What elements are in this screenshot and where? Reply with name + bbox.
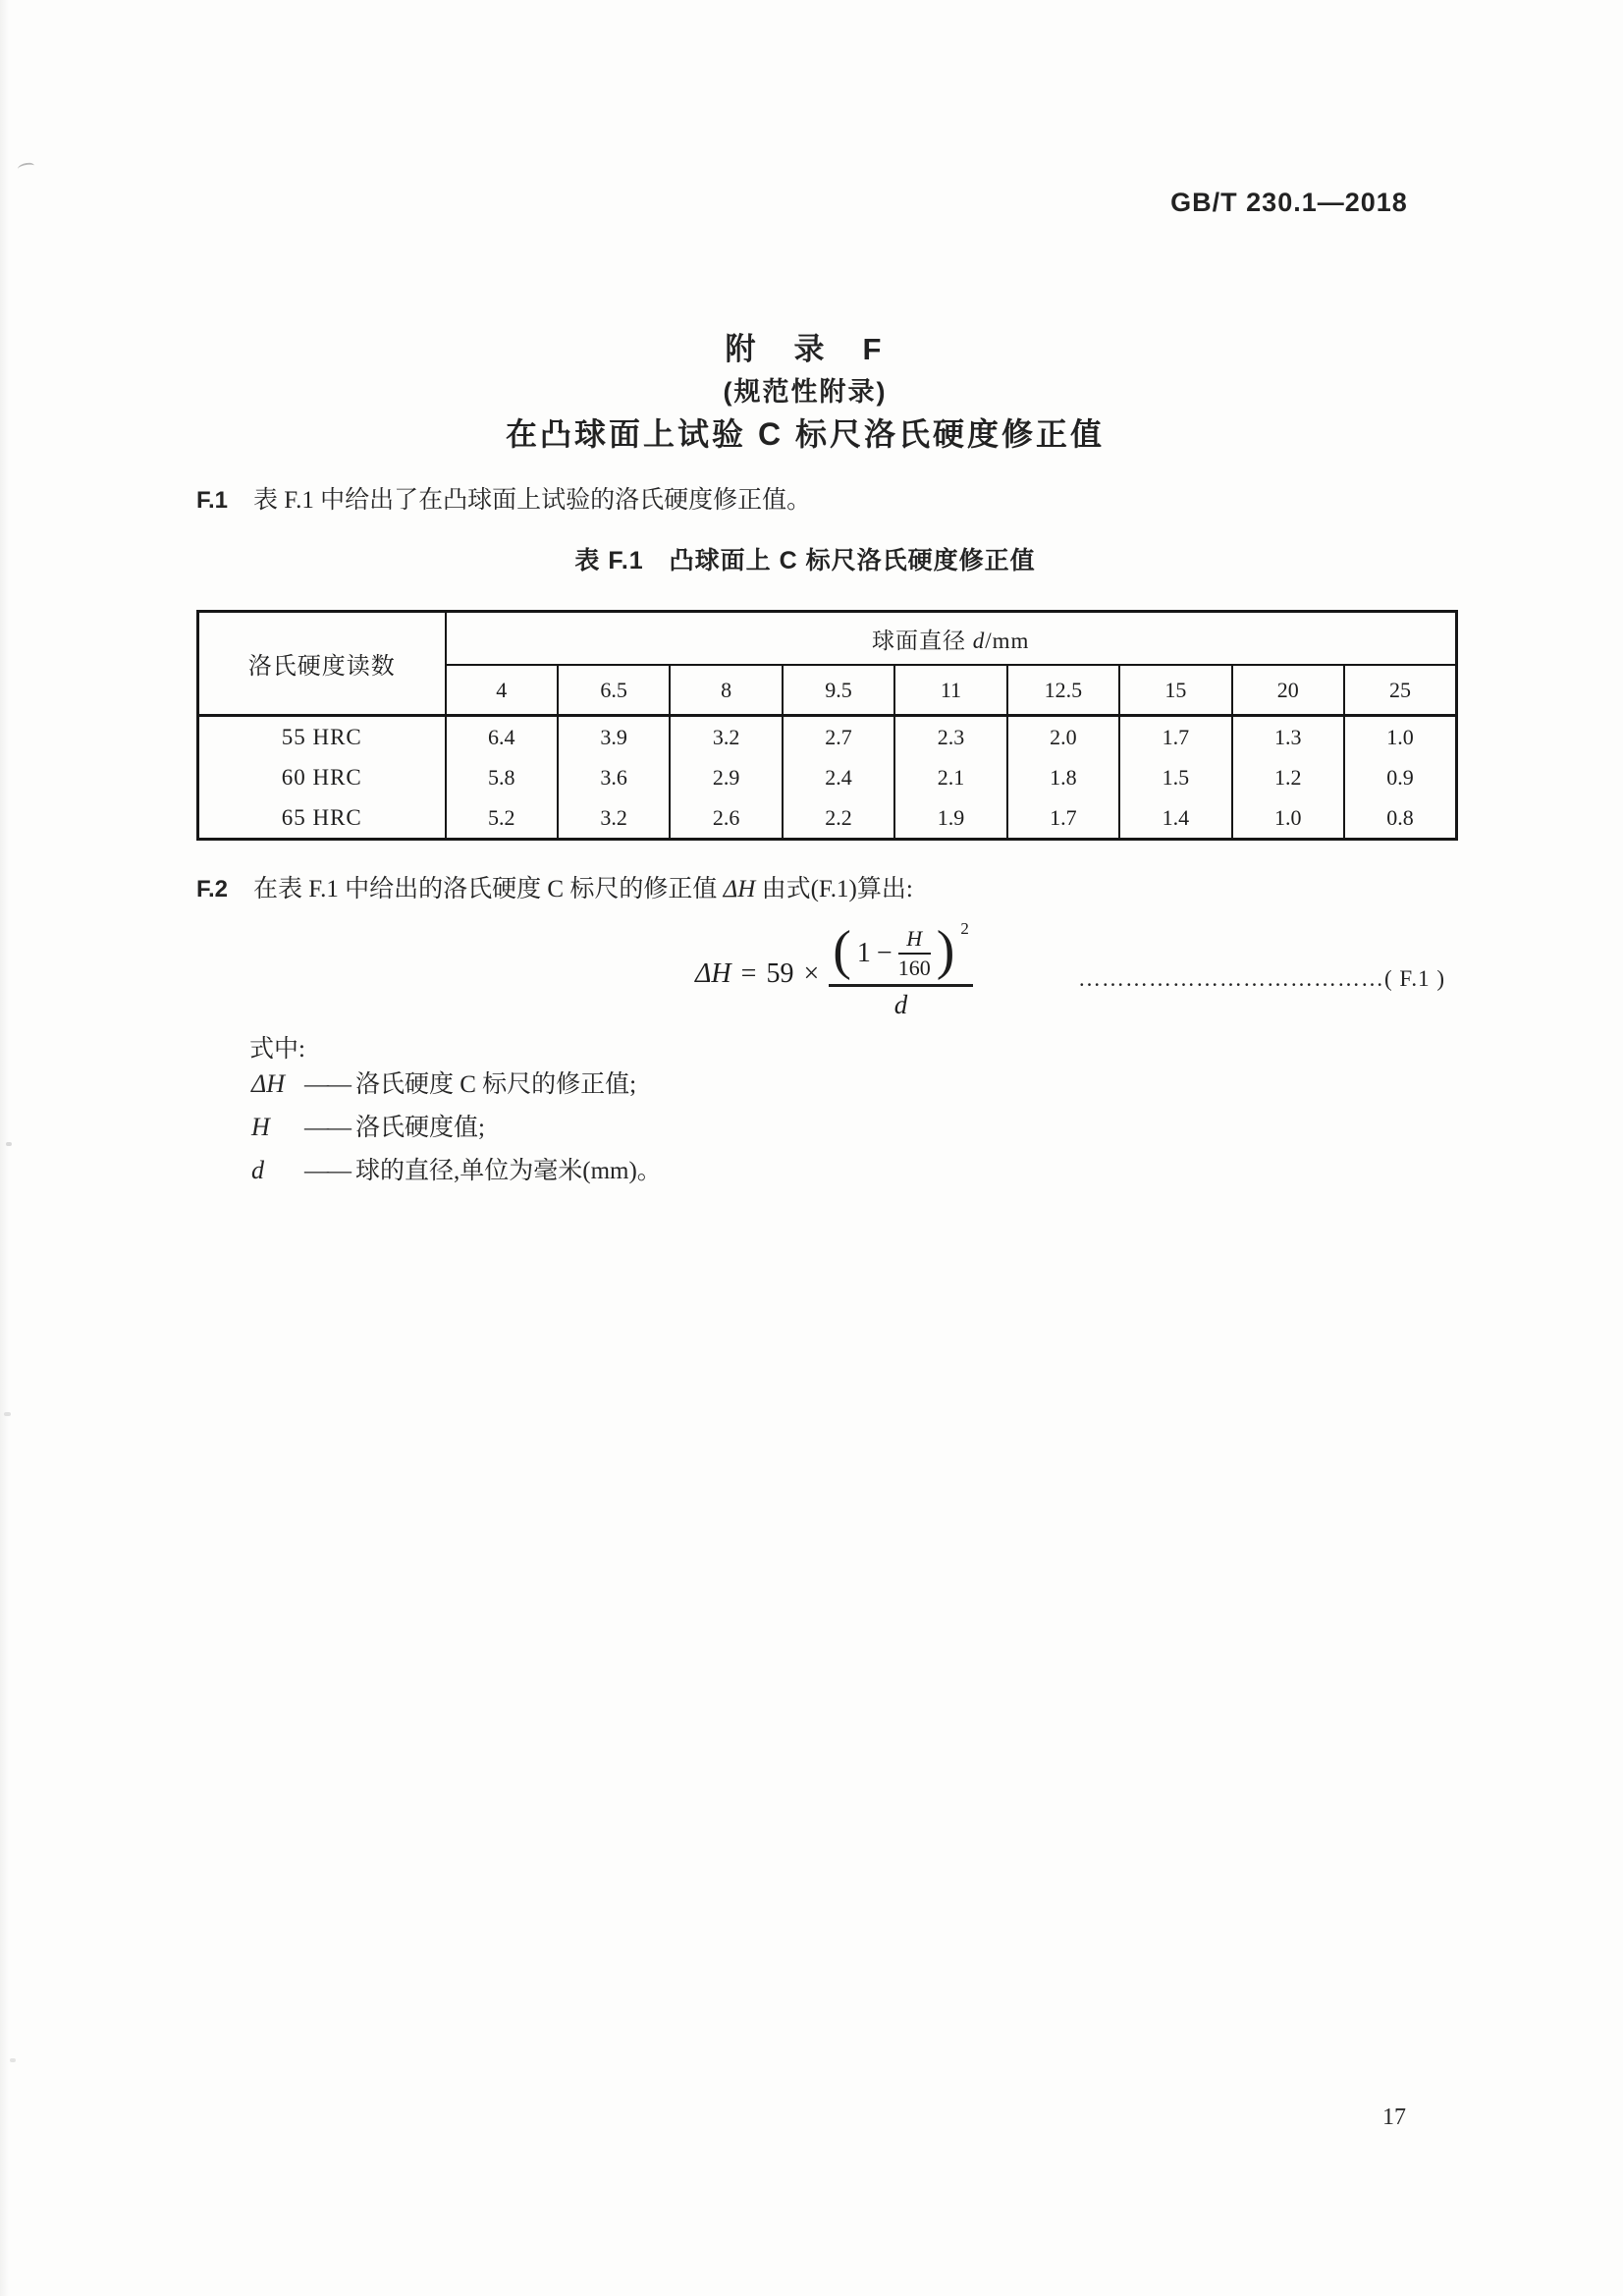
- correction-value-cell: 1.2: [1232, 757, 1344, 797]
- clause-f2: [196, 869, 913, 904]
- diameter-header-cell: 6.5: [558, 665, 670, 716]
- correction-value-cell: 1.4: [1119, 797, 1231, 840]
- correction-value-cell: 0.8: [1344, 797, 1457, 840]
- correction-value-cell: 1.5: [1119, 757, 1231, 797]
- col-group-suffix: /mm: [985, 628, 1030, 653]
- exponent: 2: [960, 919, 969, 938]
- correction-value-cell: 2.4: [783, 757, 894, 797]
- diameter-header-cell: 8: [670, 665, 782, 716]
- inner-numerator-H: H: [906, 926, 923, 951]
- close-paren: ): [936, 919, 955, 981]
- scan-artifact: [6, 1142, 12, 1146]
- equation-label: ( F.1 ): [1384, 966, 1446, 991]
- fraction-numerator: [829, 919, 973, 981]
- main-fraction: [829, 919, 973, 1020]
- row-label: 60 HRC: [198, 757, 446, 797]
- correction-value-cell: 1.0: [1232, 797, 1344, 840]
- clause-f1-text: 表 F.1 中给出了在凸球面上试验的洛氏硬度修正值。: [253, 487, 812, 514]
- where-item: [251, 1108, 485, 1143]
- fraction-bar: [829, 984, 973, 987]
- clause-f1: [196, 480, 811, 516]
- correction-value-cell: 3.6: [558, 757, 670, 797]
- coefficient: 59: [766, 957, 794, 989]
- diameter-header-cell: 11: [894, 665, 1006, 716]
- where-dash: ——: [304, 1071, 350, 1098]
- scan-artifact: [10, 2058, 16, 2062]
- correction-value-cell: 2.1: [894, 757, 1006, 797]
- correction-value-cell: 1.7: [1007, 797, 1119, 840]
- clause-f1-label: F.1: [196, 487, 229, 514]
- correction-value-cell: 1.3: [1232, 716, 1344, 758]
- where-dash: ——: [304, 1115, 350, 1141]
- correction-table: [196, 610, 1458, 841]
- page-number: 17: [1382, 2105, 1406, 2130]
- inner-fraction-bar: [898, 953, 931, 955]
- correction-value-cell: 3.9: [558, 716, 670, 758]
- clause-f2-label: F.2: [196, 876, 229, 902]
- where-symbol: d: [251, 1156, 264, 1184]
- table-row: [198, 797, 1457, 840]
- clause-f2-text-after: 由式(F.1)算出:: [755, 876, 913, 902]
- clause-f2-text-before: 在表 F.1 中给出的洛氏硬度 C 标尺的修正值: [253, 876, 724, 902]
- where-item: [251, 1151, 662, 1186]
- correction-value-cell: 5.8: [446, 757, 558, 797]
- where-dash: ——: [304, 1158, 350, 1184]
- inner-fraction: [898, 927, 931, 980]
- where-desc: 洛氏硬度值;: [355, 1115, 485, 1141]
- times-sign: ×: [803, 957, 820, 989]
- clause-f2-symbol: ΔH: [723, 876, 756, 902]
- numerator-one: 1: [856, 938, 871, 969]
- correction-value-cell: 2.7: [783, 716, 894, 758]
- correction-value-cell: 6.4: [446, 716, 558, 758]
- correction-value-cell: 1.9: [894, 797, 1006, 840]
- where-desc: 洛氏硬度 C 标尺的修正值;: [355, 1071, 637, 1098]
- open-paren: (: [833, 919, 851, 981]
- scan-artifact: [4, 1412, 11, 1416]
- diameter-header-cell: 25: [1344, 665, 1457, 716]
- table-row: [198, 716, 1457, 758]
- appendix-title: 附 录 F: [725, 332, 886, 366]
- diameter-header-cell: 15: [1119, 665, 1231, 716]
- correction-value-cell: 0.9: [1344, 757, 1457, 797]
- formula-f1: [695, 919, 973, 1020]
- scan-artifact: [18, 162, 35, 173]
- col-group-symbol: d: [972, 628, 986, 653]
- table-column-group-header: [446, 612, 1457, 666]
- correction-value-cell: 2.3: [894, 716, 1006, 758]
- where-intro: 式中:: [249, 1036, 305, 1063]
- correction-value-cell: 1.7: [1119, 716, 1231, 758]
- diameter-header-cell: 20: [1232, 665, 1344, 716]
- equals-sign: =: [740, 957, 757, 989]
- row-label: 65 HRC: [198, 797, 446, 840]
- where-symbol: H: [251, 1113, 270, 1141]
- correction-value-cell: 3.2: [558, 797, 670, 840]
- correction-value-cell: 2.2: [783, 797, 894, 840]
- appendix-subtitle: (规范性附录): [723, 377, 888, 407]
- minus-sign: −: [876, 938, 893, 969]
- row-label: 55 HRC: [198, 716, 446, 758]
- table-row-header: 洛氏硬度读数: [198, 612, 446, 716]
- where-item: [251, 1065, 636, 1100]
- where-symbol: ΔH: [251, 1069, 286, 1098]
- table-row: [198, 757, 1457, 797]
- diameter-header-cell: 12.5: [1007, 665, 1119, 716]
- table-caption: 表 F.1 凸球面上 C 标尺洛氏硬度修正值: [574, 547, 1036, 574]
- correction-value-cell: 2.6: [670, 797, 782, 840]
- delta-H-symbol: ΔH: [695, 957, 731, 989]
- equation-leader: [1078, 966, 1445, 992]
- correction-value-cell: 2.0: [1007, 716, 1119, 758]
- diameter-header-cell: 9.5: [783, 665, 894, 716]
- appendix-heading: 在凸球面上试验 C 标尺洛氏硬度修正值: [506, 416, 1105, 452]
- correction-value-cell: 1.8: [1007, 757, 1119, 797]
- diameter-header-cell: 4: [446, 665, 558, 716]
- standard-code: GB/T 230.1—2018: [1170, 188, 1408, 217]
- correction-value-cell: 2.9: [670, 757, 782, 797]
- col-group-prefix: 球面直径: [872, 628, 973, 653]
- denominator-d: d: [893, 990, 908, 1020]
- correction-value-cell: 1.0: [1344, 716, 1457, 758]
- dotted-leader: …………………………………: [1078, 966, 1384, 991]
- correction-value-cell: 3.2: [670, 716, 782, 758]
- inner-denominator-160: 160: [897, 956, 931, 981]
- where-desc: 球的直径,单位为毫米(mm)。: [355, 1158, 662, 1184]
- correction-value-cell: 5.2: [446, 797, 558, 840]
